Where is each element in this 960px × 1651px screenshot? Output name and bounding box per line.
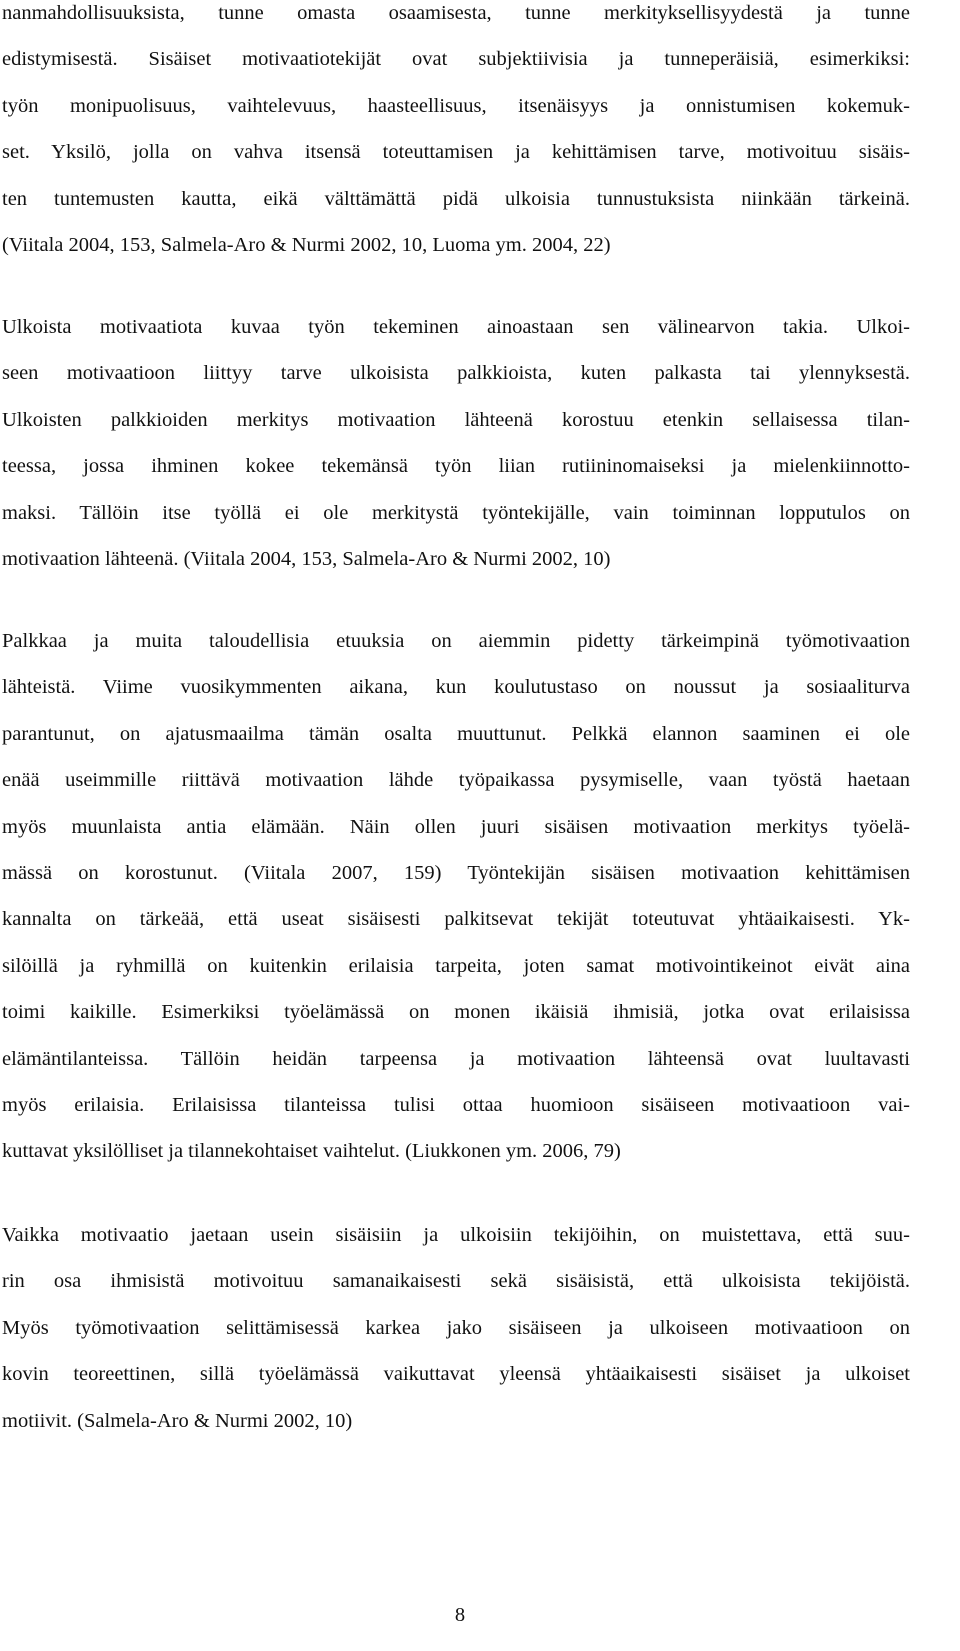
text-line: lähteistä. Viime vuosikymmenten aikana, kun koulutustaso on noussut ja sosiaaliturva xyxy=(2,676,910,699)
text-line: maksi. Tällöin itse työllä ei ole merkitystä työntekijälle, vain toiminnan lopputulos on xyxy=(2,501,910,524)
paragraph-3 xyxy=(2,618,910,1175)
page-number: 8 xyxy=(454,1604,466,1626)
text-line: kannalta on tärkeää, että useat sisäisesti palkitsevat tekijät toteutuvat yhtäaikaisesti. Yk- xyxy=(2,908,910,931)
text-line: Ulkoisten palkkioiden merkitys motivaation lähteenä korostuu etenkin sellaisessa tilan- xyxy=(2,408,910,431)
text-line: parantunut, on ajatusmaailma tämän osalta muuttunut. Pelkkä elannon saaminen ei ole xyxy=(2,722,910,745)
paragraph-1 xyxy=(2,0,910,268)
text-line: seen motivaatioon liittyy tarve ulkoisista palkkioista, kuten palkasta tai ylennyksestä. xyxy=(2,362,910,385)
text-line: silöillä ja ryhmillä on kuitenkin erilaisia tarpeita, joten samat motivointikeinot eivät aina xyxy=(2,954,910,977)
text-line: ten tuntemusten kautta, eikä välttämättä pidä ulkoisia tunnustuksista niinkään tärkeinä. xyxy=(2,187,910,210)
text-line: mässä on korostunut. (Viitala 2007, 159) Työntekijän sisäisen motivaation kehittämisen xyxy=(2,862,910,885)
text-line: toimi kaikille. Esimerkiksi työelämässä on monen ikäisiä ihmisiä, jotka ovat erilaisissa xyxy=(2,1001,910,1024)
text-line: työn monipuolisuus, vaihtelevuus, haasteellisuus, itsenäisyys ja onnistumisen kokemuk- xyxy=(2,94,910,117)
text-line: motiivit. (Salmela-Aro & Nurmi 2002, 10) xyxy=(2,1409,353,1432)
text-line: myös erilaisia. Erilaisissa tilanteissa tulisi ottaa huomioon sisäiseen motivaatioon vai- xyxy=(2,1094,910,1117)
text-line: Myös työmotivaation selittämisessä karkea jako sisäiseen ja ulkoiseen motivaatioon on xyxy=(2,1316,910,1339)
text-line: kuttavat yksilölliset ja tilannekohtaiset vaihtelut. (Liukkonen ym. 2006, 79) xyxy=(2,1140,621,1163)
text-line: edistymisestä. Sisäiset motivaatiotekijät ovat subjektiivisia ja tunneperäisiä, esimerkiksi: xyxy=(2,48,910,71)
text-line: nanmahdollisuuksista, tunne omasta osaamisesta, tunne merkityksellisyydestä ja tunne xyxy=(2,2,910,24)
text-line: set. Yksilö, jolla on vahva itsensä toteuttamisen ja kehittämisen tarve, motivoituu sisäis- xyxy=(2,141,910,164)
text-line: Vaikka motivaatio jaetaan usein sisäisiin ja ulkoisiin tekijöihin, on muistettava, että suu- xyxy=(2,1224,910,1246)
text-line: elämäntilanteissa. Tällöin heidän tarpeensa ja motivaation lähteensä ovat luultavasti xyxy=(2,1047,910,1070)
paragraph-2 xyxy=(2,304,910,582)
text-line: (Viitala 2004, 153, Salmela-Aro & Nurmi 2002, 10, Luoma ym. 2004, 22) xyxy=(2,234,611,257)
text-line: teessa, jossa ihminen kokee tekemänsä työn liian rutiininomaiseksi ja mielenkiinnotto- xyxy=(2,455,910,478)
text-line: Palkkaa ja muita taloudellisia etuuksia on aiemmin pidetty tärkeimpinä työmotivaation xyxy=(2,630,910,652)
paragraph-4 xyxy=(2,1212,910,1444)
text-line: rin osa ihmisistä motivoituu samanaikaisesti sekä sisäisistä, että ulkoisista tekijöistä. xyxy=(2,1270,910,1293)
text-line: kovin teoreettinen, sillä työelämässä vaikuttavat yleensä yhtäaikaisesti sisäiset ja ulkoiset xyxy=(2,1363,910,1386)
text-line: enää useimmille riittävä motivaation lähde työpaikassa pysymiselle, vaan työstä haetaan xyxy=(2,769,910,792)
text-line: Ulkoista motivaatiota kuvaa työn tekeminen ainoastaan sen välinearvon takia. Ulkoi- xyxy=(2,316,910,338)
text-line: motivaation lähteenä. (Viitala 2004, 153, Salmela-Aro & Nurmi 2002, 10) xyxy=(2,548,611,571)
text-line: myös muunlaista antia elämään. Näin ollen juuri sisäisen motivaation merkitys työelä- xyxy=(2,815,910,838)
